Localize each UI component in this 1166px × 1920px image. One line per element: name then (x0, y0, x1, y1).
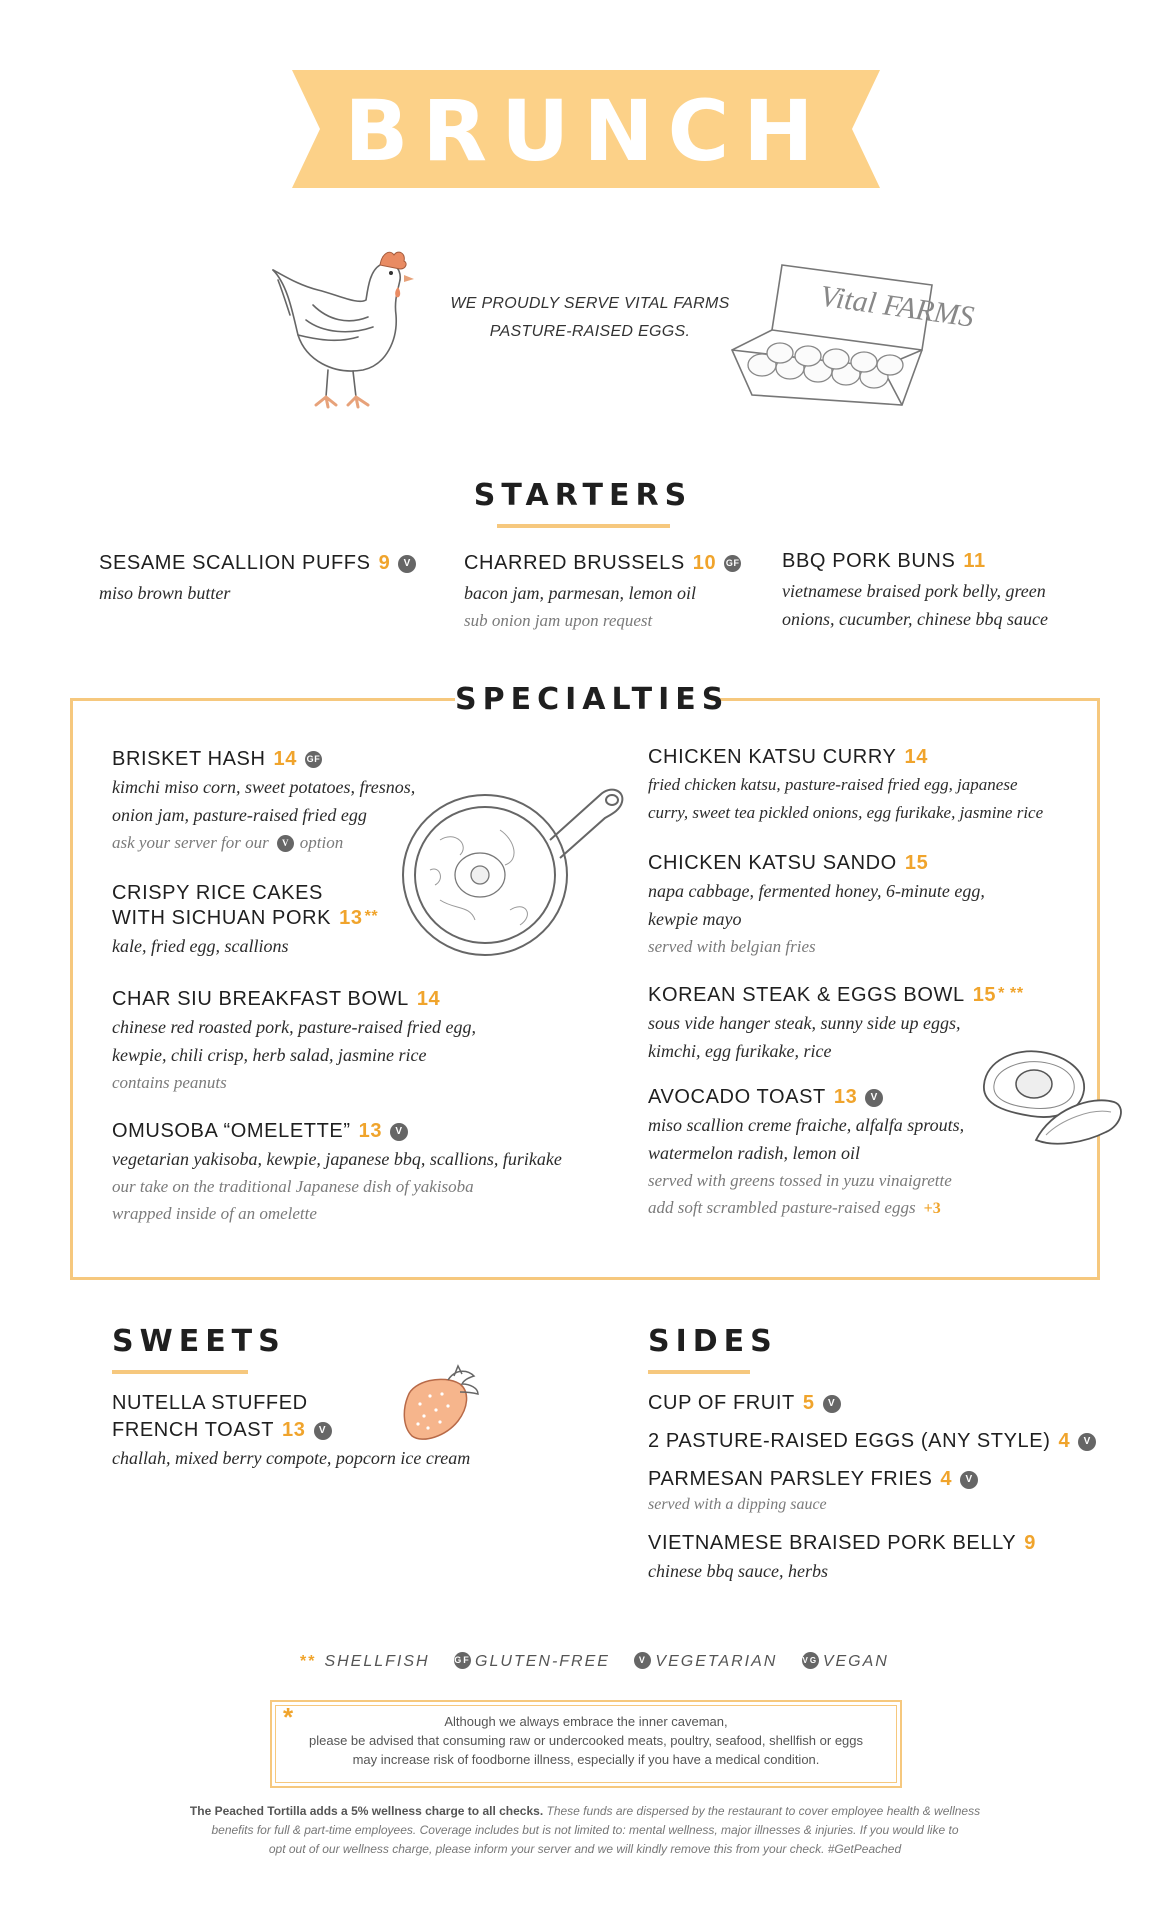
sides-heading: SIDES (648, 1324, 778, 1359)
item-description: vegetarian yakisoba, kewpie, japanese bbq, scallions, furikake (112, 1149, 562, 1169)
vegetarian-icon: V (314, 1422, 332, 1440)
item-name: PARMESAN PARSLEY FRIES (648, 1468, 933, 1490)
item-note: served with belgian fries (648, 937, 816, 956)
item-price: 13 (833, 1086, 858, 1108)
item-description-line: chinese red roasted pork, pasture-raised fried egg, (112, 1017, 476, 1037)
item-description-line: kewpie mayo (648, 909, 742, 929)
carton-logo: Vital FARMS (818, 279, 976, 334)
item-note-line: served with greens tossed in yuzu vinaigrette (648, 1171, 952, 1190)
specialty-item (648, 852, 1088, 960)
item-name: CHICKEN KATSU CURRY (648, 746, 897, 768)
page-title: BRUNCH (344, 82, 828, 180)
item-title (782, 550, 1112, 573)
shellfish-marker: ** (364, 908, 379, 925)
intro-line-2: PASTURE-RAISED EGGS. (489, 323, 691, 340)
item-title (648, 1430, 1148, 1453)
addon-price: +3 (923, 1200, 941, 1217)
intro-statement (450, 290, 730, 346)
vegetarian-icon: V (398, 555, 416, 573)
item-name: AVOCADO TOAST (648, 1086, 826, 1108)
wellness-charge-notice (180, 1802, 990, 1859)
item-description: chinese bbq sauce, herbs (648, 1561, 828, 1581)
item-title (648, 1086, 1088, 1109)
item-price: 11 (963, 550, 986, 572)
item-title (112, 748, 572, 771)
item-note: contains peanuts (112, 1073, 227, 1092)
item-note (112, 829, 572, 856)
raw-food-marker: * (283, 1702, 294, 1732)
item-description: challah, mixed berry compote, popcorn ice cream (112, 1448, 471, 1468)
note-text: option (299, 833, 344, 852)
legend-label: VEGAN (822, 1653, 889, 1670)
starter-item (782, 550, 1112, 633)
strawberry-illustration (398, 1366, 482, 1448)
item-description-line: miso scallion creme fraiche, alfalfa sprouts, (648, 1115, 965, 1135)
starter-item (464, 552, 774, 634)
item-note-line: our take on the traditional Japanese dish of yakisoba (112, 1177, 474, 1196)
item-name: BBQ PORK BUNS (782, 550, 956, 572)
item-title (464, 552, 774, 575)
raw-and-shellfish-marker: * ** (998, 985, 1024, 1002)
item-name: CHARRED BRUSSELS (464, 552, 685, 574)
item-name: KOREAN STEAK & EGGS BOWL (648, 984, 965, 1006)
item-name: CHAR SIU BREAKFAST BOWL (112, 988, 409, 1010)
item-name: CUP OF FRUIT (648, 1392, 795, 1414)
item-price: 14 (904, 746, 928, 768)
item-title (648, 852, 1088, 875)
item-note-line (648, 1194, 1088, 1222)
item-description-line: curry, sweet tea pickled onions, egg furikake, jasmine rice (648, 803, 1044, 822)
item-title (112, 907, 452, 930)
item-description: bacon jam, parmesan, lemon oil (464, 583, 696, 603)
legend-label: SHELLFISH (324, 1653, 430, 1670)
item-name-line: WITH SICHUAN PORK (112, 907, 332, 929)
vegetarian-icon: V (277, 835, 294, 852)
item-price: 13 (339, 907, 363, 929)
item-name: VIETNAMESE BRAISED PORK BELLY (648, 1532, 1017, 1554)
item-description-line: watermelon radish, lemon oil (648, 1143, 860, 1163)
sweets-heading: SWEETS (112, 1324, 286, 1359)
legend-label: GLUTEN-FREE (475, 1653, 610, 1670)
specialties-heading: SPECIALTIES (455, 682, 730, 717)
item-price: 14 (273, 748, 297, 770)
item-title (648, 746, 1088, 769)
item-price: 15 (904, 852, 929, 874)
legend-label: VEGETARIAN (655, 1653, 778, 1670)
item-description-line: kimchi, egg furikake, rice (648, 1041, 832, 1061)
side-item (648, 1468, 1128, 1518)
specialty-item (648, 746, 1088, 827)
item-note: served with a dipping sauce (648, 1496, 827, 1513)
item-name: CHICKEN KATSU SANDO (648, 852, 897, 874)
intro-line-1: WE PROUDLY SERVE VITAL FARMS (450, 295, 730, 312)
addon-text: add soft scrambled pasture-raised eggs (648, 1198, 916, 1217)
item-title (648, 1392, 1128, 1415)
item-description: kale, fried egg, scallions (112, 936, 289, 956)
side-item (648, 1392, 1128, 1415)
vegetarian-icon: V (634, 1652, 651, 1669)
gluten-free-icon: GF (724, 555, 741, 572)
item-name-line: FRENCH TOAST (112, 1419, 275, 1441)
sweets-underline (112, 1370, 248, 1374)
starters-underline (497, 524, 670, 528)
item-note: sub onion jam upon request (464, 611, 653, 630)
item-price: 13 (282, 1419, 306, 1441)
side-item (648, 1430, 1148, 1453)
side-item (648, 1532, 1128, 1585)
vegan-icon: VG (802, 1652, 819, 1669)
starters-heading: STARTERS (473, 478, 693, 513)
wellness-charge-headline: The Peached Tortilla adds a 5% wellness charge to all checks. (189, 1804, 544, 1818)
item-price: 4 (940, 1468, 953, 1490)
item-name: OMUSOBA “OMELETTE” (112, 1120, 351, 1142)
note-text: ask your server for our (112, 833, 269, 852)
item-description-line: vietnamese braised pork belly, green (782, 581, 1046, 601)
footer-line: These funds are dispersed by the restaurant to cover employee health & wellness (546, 1804, 981, 1818)
vegetarian-icon: V (960, 1471, 978, 1489)
chicken-illustration (258, 245, 428, 415)
sides-underline (648, 1370, 750, 1374)
item-name-line: CRISPY RICE CAKES (112, 882, 324, 904)
item-title (99, 552, 439, 575)
shellfish-marker: ** (300, 1653, 317, 1670)
item-description-line: kewpie, chili crisp, herb salad, jasmine rice (112, 1045, 427, 1065)
item-description-line: napa cabbage, fermented honey, 6-minute egg, (648, 881, 985, 901)
specialty-item (112, 1120, 592, 1227)
vegetarian-icon: V (865, 1089, 883, 1107)
item-price: 5 (802, 1392, 815, 1414)
advisory-line: please be advised that consuming raw or undercooked meats, poultry, seafood, shellfish or eggs (308, 1733, 864, 1748)
specialty-item (648, 1086, 1088, 1222)
item-title (112, 988, 572, 1011)
item-price: 10 (692, 552, 717, 574)
item-name-line: NUTELLA STUFFED (112, 1392, 308, 1414)
item-name: SESAME SCALLION PUFFS (99, 552, 371, 574)
item-description-line: onion jam, pasture-raised fried egg (112, 805, 367, 825)
advisory-line: may increase risk of foodborne illness, especially if you have a medical condition. (352, 1752, 820, 1767)
item-description-line: sous vide hanger steak, sunny side up eggs, (648, 1013, 961, 1033)
vegetarian-icon: V (1078, 1433, 1096, 1451)
item-price: 15 (972, 984, 997, 1006)
specialty-item (112, 748, 572, 856)
banner (292, 70, 880, 188)
item-title (648, 1468, 1128, 1491)
item-price: 9 (378, 552, 391, 574)
item-description: miso brown butter (99, 583, 231, 603)
specialty-item (112, 988, 572, 1096)
gluten-free-icon: GF (454, 1652, 471, 1669)
item-price: 4 (1058, 1430, 1071, 1452)
starter-item (99, 552, 439, 607)
dietary-legend (300, 1652, 889, 1671)
item-title (648, 984, 1088, 1007)
item-price: 9 (1024, 1532, 1036, 1554)
specialty-item (112, 882, 452, 960)
item-name: 2 PASTURE-RAISED EGGS (ANY STYLE) (648, 1430, 1051, 1452)
item-note-line: wrapped inside of an omelette (112, 1204, 317, 1223)
item-description-line: kimchi miso corn, sweet potatoes, fresnos, (112, 777, 416, 797)
consumer-advisory-text (290, 1712, 882, 1769)
item-price: 13 (358, 1120, 383, 1142)
specialties-heading-wrap (455, 678, 730, 722)
vegetarian-icon: V (390, 1123, 408, 1141)
advisory-line: Although we always embrace the inner caveman, (444, 1714, 728, 1729)
vegetarian-icon: V (823, 1395, 841, 1413)
gluten-free-icon: GF (305, 751, 322, 768)
footer-line: opt out of our wellness charge, please inform your server and we will kindly remove this from your check. #GetPeached (268, 1842, 902, 1856)
egg-carton-illustration (722, 255, 976, 415)
footer-line: benefits for full & part-time employees. Coverage includes but is not limited to: mental wellness, major illnesses & injuries. If you would like to (211, 1823, 959, 1837)
item-title (648, 1532, 1128, 1555)
item-title (112, 1120, 592, 1143)
item-name: BRISKET HASH (112, 748, 266, 770)
item-price: 14 (416, 988, 441, 1010)
item-description-line: onions, cucumber, chinese bbq sauce (782, 609, 1048, 629)
item-description-line: fried chicken katsu, pasture-raised fried egg, japanese (648, 775, 1018, 794)
